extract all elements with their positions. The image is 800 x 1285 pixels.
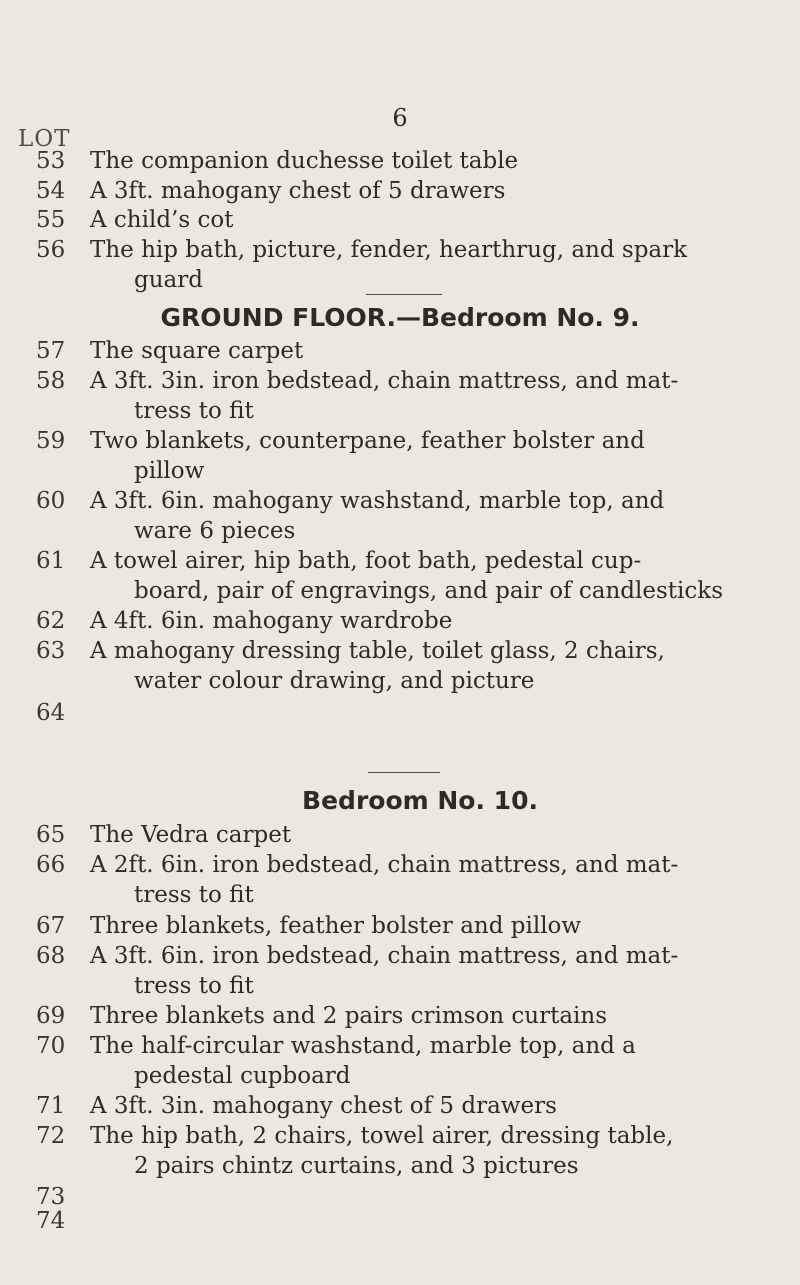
lot-entry: [0, 546, 800, 606]
section-divider: [366, 294, 442, 295]
lot-description: A 3ft. mahogany chest of 5 drawers: [90, 178, 506, 204]
lot-description: The Vedra carpet: [90, 822, 292, 848]
lot-entry: [0, 911, 800, 941]
lot-number: 60: [36, 488, 66, 514]
lot-entry: [0, 486, 800, 546]
lot-number: 65: [36, 822, 66, 848]
lot-description: A 3ft. 3in. mahogany chest of 5 drawers: [90, 1093, 557, 1119]
lot-description: A child’s cot: [90, 207, 234, 233]
lot-number: 59: [36, 428, 66, 454]
lot-number: 53: [36, 148, 66, 174]
page-number: 6: [392, 104, 408, 132]
lot-description: A 3ft. 6in. mahogany washstand, marble top, and: [90, 488, 665, 514]
lot-number: 74: [36, 1208, 66, 1234]
lot-entry: [0, 235, 800, 295]
lot-number: 66: [36, 852, 66, 878]
lot-description-continuation: board, pair of engravings, and pair of candlesticks: [134, 578, 724, 604]
lot-description: Three blankets, feather bolster and pillow: [90, 913, 582, 939]
lot-description-continuation: ware 6 pieces: [134, 518, 296, 544]
lot-description: Three blankets and 2 pairs crimson curtains: [90, 1003, 608, 1029]
lot-description: A 3ft. 3in. iron bedstead, chain mattress, and mat-: [90, 368, 679, 394]
lot-description-continuation: water colour drawing, and picture: [134, 668, 535, 694]
lot-description: The square carpet: [90, 338, 304, 364]
lot-description-continuation: tress to fit: [134, 398, 254, 424]
lot-description: The hip bath, picture, fender, hearthrug, and spark: [90, 237, 688, 263]
lot-entry: [0, 820, 800, 850]
lot-entry: [0, 1001, 800, 1031]
lot-number: 64: [36, 700, 66, 726]
lot-number: 63: [36, 638, 66, 664]
lot-entry: [0, 850, 800, 910]
lot-description: The hip bath, 2 chairs, towel airer, dressing table,: [90, 1123, 674, 1149]
lot-number: 62: [36, 608, 66, 634]
lot-entry: [0, 1031, 800, 1091]
section-divider: [368, 772, 440, 773]
lot-entry: [0, 1091, 800, 1121]
lot-entry: [0, 941, 800, 1001]
lot-number: 67: [36, 913, 66, 939]
lot-entry: [0, 366, 800, 426]
lot-description: A mahogany dressing table, toilet glass, 2 chairs,: [90, 638, 665, 664]
section-heading: Bedroom No. 10.: [302, 786, 538, 815]
lot-number: 54: [36, 178, 66, 204]
lot-number: 71: [36, 1093, 66, 1119]
lot-entry: [0, 426, 800, 486]
lot-number: 72: [36, 1123, 66, 1149]
lot-number: 68: [36, 943, 66, 969]
section-heading: GROUND FLOOR.—Bedroom No. 9.: [160, 303, 640, 332]
lot-description: A towel airer, hip bath, foot bath, pedestal cup-: [90, 548, 642, 574]
lot-number: 61: [36, 548, 66, 574]
lot-description: A 4ft. 6in. mahogany wardrobe: [90, 608, 453, 634]
lot-entry: [0, 1121, 800, 1181]
lot-number: 69: [36, 1003, 66, 1029]
lot-column-header: LOT: [18, 126, 71, 152]
lot-entry: [0, 336, 800, 366]
lot-description-continuation: 2 pairs chintz curtains, and 3 pictures: [134, 1153, 579, 1179]
lot-entry: [0, 698, 800, 728]
lot-description-continuation: pedestal cupboard: [134, 1063, 351, 1089]
lot-number: 70: [36, 1033, 66, 1059]
lot-description-continuation: tress to fit: [134, 882, 254, 908]
lot-description: The half-circular washstand, marble top, and a: [90, 1033, 636, 1059]
lot-entry: [0, 176, 800, 206]
lot-description-continuation: guard: [134, 267, 203, 293]
lot-description: Two blankets, counterpane, feather bolster and: [90, 428, 645, 454]
lot-description-continuation: tress to fit: [134, 973, 254, 999]
lot-entry: [0, 205, 800, 235]
lot-number: 57: [36, 338, 66, 364]
lot-number: 55: [36, 207, 66, 233]
lot-description-continuation: pillow: [134, 458, 205, 484]
lot-entry: [0, 636, 800, 696]
lot-entry: [0, 1206, 800, 1236]
lot-entry: [0, 146, 800, 176]
lot-number: 73: [36, 1184, 66, 1210]
lot-number: 56: [36, 237, 66, 263]
lot-description: A 2ft. 6in. iron bedstead, chain mattress, and mat-: [90, 852, 679, 878]
lot-number: 58: [36, 368, 66, 394]
lot-entry: [0, 606, 800, 636]
lot-description: The companion duchesse toilet table: [90, 148, 519, 174]
lot-description: A 3ft. 6in. iron bedstead, chain mattress, and mat-: [90, 943, 679, 969]
